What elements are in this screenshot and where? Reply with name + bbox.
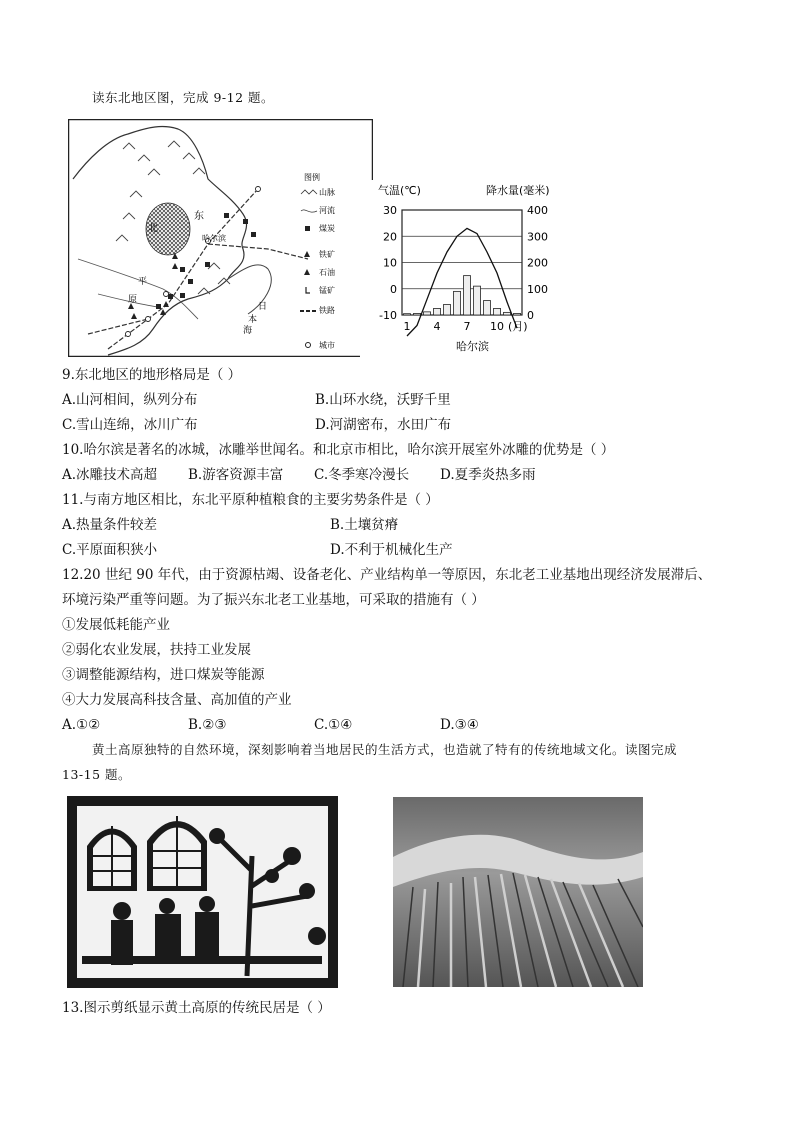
q9-option-b[interactable]: B.山环水绕，沃野千里: [315, 392, 451, 408]
label-ben: 本: [248, 315, 258, 325]
legend-river: 河流: [319, 206, 335, 215]
q12-option-b[interactable]: B.②③: [188, 717, 227, 733]
q9-option-a[interactable]: A.山河相间，纵列分布: [62, 392, 198, 408]
manganese-icon: [306, 287, 310, 293]
x-axis-unit: (月): [508, 320, 528, 333]
q10-option-d[interactable]: D.夏季炎热多雨: [440, 467, 536, 483]
y2-tick-label: 200: [527, 256, 548, 270]
q12-option-d[interactable]: D.③④: [440, 717, 479, 733]
x-tick-label: 4: [433, 320, 441, 333]
legend-title: 图例: [304, 173, 320, 182]
label-bei: 北: [148, 223, 158, 234]
q12-stem-line2: 环境污染严重等问题。为了振兴东北老工业基地，可采取的措施有（ ）: [62, 592, 485, 608]
q10-option-a[interactable]: A.冰雕技术高超: [62, 467, 158, 483]
legend-railway: 铁路: [319, 306, 335, 315]
label-harbin: 哈尔滨: [202, 234, 226, 243]
label-yuan: 原: [128, 295, 138, 305]
y-tick-label: 0: [390, 282, 397, 296]
city-icon: [306, 343, 311, 348]
loess-plateau-photo: [393, 797, 643, 987]
legend-mountain: 山脉: [319, 188, 335, 197]
precip-bar: [474, 286, 481, 315]
chart-ylabel: 气温(℃): [378, 184, 421, 197]
q12-option-c[interactable]: C.①④: [314, 717, 353, 733]
q12-statement-3: ③调整能源结构，进口煤炭等能源: [62, 667, 265, 683]
legend-coal: 煤炭: [319, 224, 335, 233]
q9-option-c[interactable]: C.雪山连绵，冰川广布: [62, 417, 198, 433]
legend-manganese: 锰矿: [319, 286, 335, 295]
coal-icon: [305, 226, 310, 231]
x-tick-label: 7: [463, 320, 471, 333]
q11-option-a[interactable]: A.热量条件较差: [62, 517, 158, 533]
precip-bar: [404, 314, 411, 315]
mountain-icon: [301, 190, 317, 194]
section-intro-9-12: 读东北地区图，完成 9-12 题。: [92, 90, 275, 105]
x-tick-label: 10: [490, 320, 504, 333]
y2-tick-label: 300: [527, 230, 548, 244]
chart-title: 哈尔滨: [456, 340, 489, 353]
legend-city: 城市: [319, 341, 335, 350]
q12-option-a[interactable]: A.①②: [62, 717, 101, 733]
q11-option-d[interactable]: D.不利于机械化生产: [330, 542, 453, 558]
chart-y2label: 降水量(毫米): [486, 184, 550, 197]
q12-stem-line1: 12.20 世纪 90 年代，由于资源枯竭、设备老化、产业结构单一等原因，东北老工业基地出现经济发展滞后、: [62, 567, 712, 583]
y-tick-label: 20: [383, 230, 397, 244]
legend-oil: 石油: [319, 268, 335, 277]
precip-bar: [464, 276, 471, 315]
precip-bar: [484, 301, 491, 315]
precip-bar: [424, 312, 431, 315]
y2-tick-label: 400: [527, 204, 548, 217]
precip-bar: [494, 308, 501, 315]
section-intro-13-15-line1: 黄土高原独特的自然环境，深刻影响着当地居民的生活方式，也造就了特有的传统地域文化。读图完成: [92, 742, 678, 757]
precip-bar: [444, 305, 451, 316]
precip-bar: [514, 313, 521, 315]
y-tick-label: 10: [383, 256, 397, 270]
label-ri: 日: [258, 302, 268, 312]
oil-icon: [304, 269, 310, 275]
map-legend: [300, 172, 335, 350]
papercut-image: [67, 796, 338, 988]
q11-option-b[interactable]: B.土壤贫瘠: [330, 517, 399, 533]
y-tick-label: -10: [379, 309, 397, 322]
precip-bar: [504, 312, 511, 315]
q12-statement-4: ④大力发展高科技含量、高加值的产业: [62, 692, 292, 708]
q12-statement-1: ①发展低耗能产业: [62, 617, 170, 633]
label-hai: 海: [243, 326, 253, 336]
q9-option-d[interactable]: D.河湖密布，水田广布: [315, 417, 452, 433]
precip-bar: [454, 291, 461, 315]
precip-bar: [414, 313, 421, 315]
harbin-climate-chart: [360, 180, 575, 358]
section-intro-13-15-line2: 13-15 题。: [62, 767, 132, 782]
q11-option-c[interactable]: C.平原面积狭小: [62, 542, 158, 558]
river-icon: [301, 210, 317, 212]
q12-statement-2: ②弱化农业发展，扶持工业发展: [62, 642, 251, 658]
q9-stem: 9.东北地区的地形格局是（ ）: [62, 367, 242, 383]
label-dong: 东: [194, 211, 204, 222]
precip-bar: [434, 308, 441, 315]
y2-tick-label: 100: [527, 282, 548, 296]
q10-option-c[interactable]: C.冬季寒冷漫长: [314, 467, 410, 483]
legend-iron: 铁矿: [319, 250, 335, 259]
y2-tick-label: 0: [527, 309, 534, 322]
q10-stem: 10.哈尔滨是著名的冰城，冰雕举世闻名。和北京市相比，哈尔滨开展室外冰雕的优势是（ ）: [62, 442, 615, 458]
y-tick-label: 30: [383, 204, 397, 217]
q10-option-b[interactable]: B.游客资源丰富: [188, 467, 284, 483]
x-tick-label: 1: [403, 320, 411, 333]
iron-icon: [304, 251, 310, 257]
q11-stem: 11.与南方地区相比，东北平原种植粮食的主要劣势条件是（ ）: [62, 492, 439, 508]
label-ping: 平: [138, 277, 148, 287]
northeast-map: [68, 119, 373, 357]
q13-stem: 13.图示剪纸显示黄土高原的传统民居是（ ）: [62, 1000, 331, 1016]
